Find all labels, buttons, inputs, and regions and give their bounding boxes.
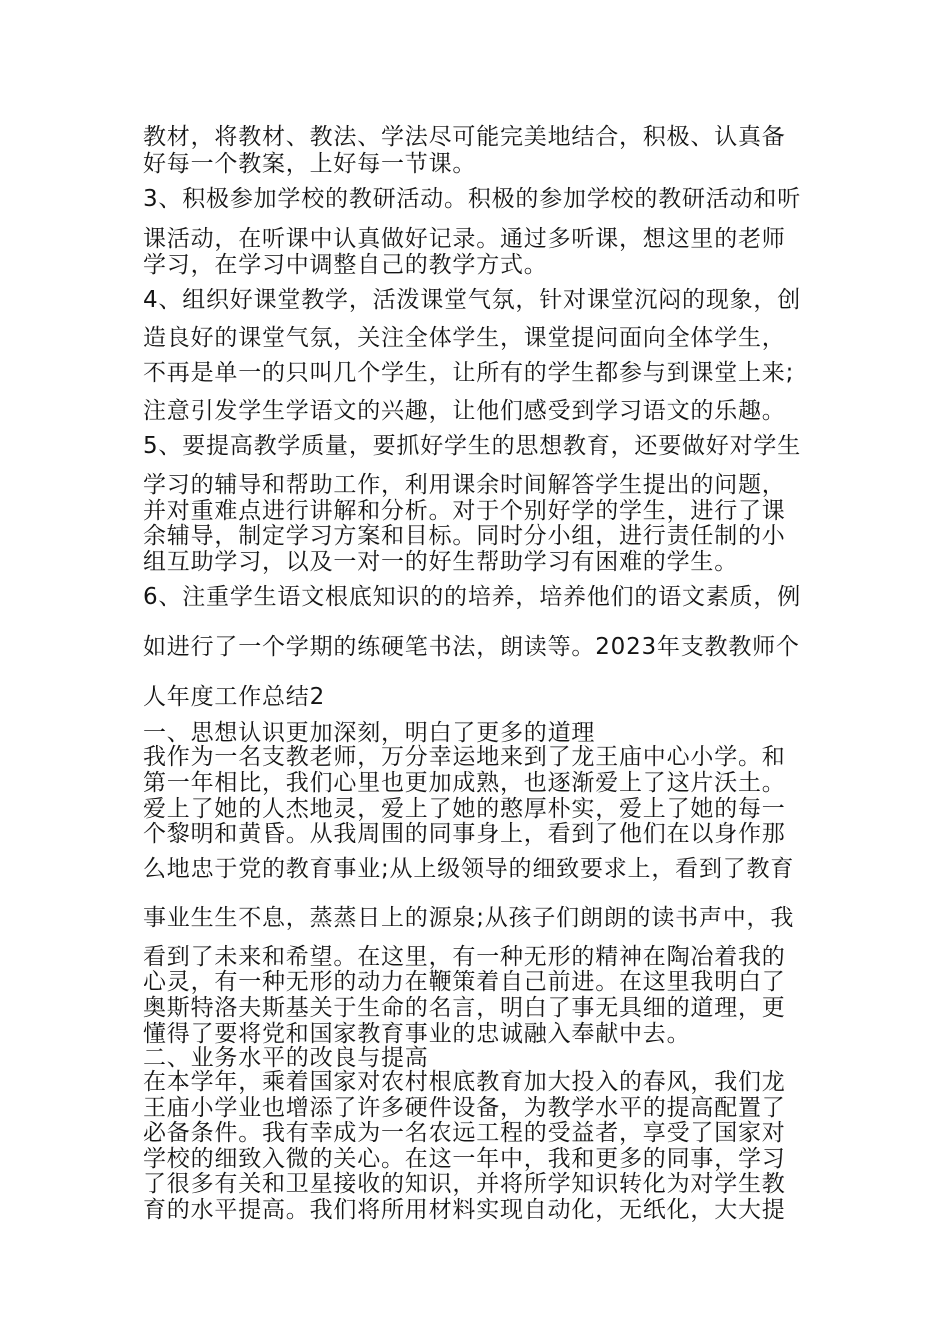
- text-line: 4、组织好课堂教学，活泼课堂气氛，针对课堂沉闷的现象，创: [143, 287, 802, 313]
- text-line: 课活动，在听课中认真做好记录。通过多听课，想这里的老师: [143, 226, 786, 252]
- text-line: 6、注重学生语文根底知识的的培养，培养他们的语文素质，例: [143, 584, 802, 610]
- text-line: 5、要提高教学质量，要抓好学生的思想教育，还要做好对学生: [143, 433, 802, 459]
- text-line: 奥斯特洛夫斯基关于生命的名言，明白了事无具细的道理，更: [143, 995, 786, 1021]
- text-line: 爱上了她的人杰地灵，爱上了她的憨厚朴实，爱上了她的每一: [143, 796, 786, 822]
- text-line: 人年度工作总结2: [143, 684, 326, 710]
- text-line: 学习，在学习中调整自己的教学方式。: [143, 252, 548, 278]
- text-line: 不再是单一的只叫几个学生，让所有的学生都参与到课堂上来;: [143, 360, 795, 386]
- text-line: 了很多有关和卫星接收的知识，并将所学知识转化为对学生教: [143, 1171, 786, 1197]
- text-line: 组互助学习，以及一对一的好生帮助学习有困难的学生。: [143, 549, 738, 575]
- text-line: 学校的细致入微的关心。在这一年中，我和更多的同事，学习: [143, 1146, 786, 1172]
- text-line: 第一年相比，我们心里也更加成熟，也逐渐爱上了这片沃土。: [143, 770, 786, 796]
- text-line: 么地忠于党的教育事业;从上级领导的细致要求上，看到了教育: [143, 856, 795, 882]
- text-line: 学习的辅导和帮助工作，利用课余时间解答学生提出的问题，: [143, 472, 786, 498]
- text-line: 如进行了一个学期的练硬笔书法，朗读等。2023年支教教师个: [143, 634, 800, 660]
- text-line: 事业生生不息，蒸蒸日上的源泉;从孩子们朗朗的读书声中，我: [143, 905, 795, 931]
- text-line: 个黎明和黄昏。从我周围的同事身上，看到了他们在以身作那: [143, 821, 786, 847]
- text-line: 必备条件。我有幸成为一名农远工程的受益者，享受了国家对: [143, 1120, 786, 1146]
- text-line: 好每一个教案，上好每一节课。: [143, 151, 477, 177]
- section-heading: 一、思想认识更加深刻，明白了更多的道理: [143, 720, 596, 746]
- text-line: 造良好的课堂气氛，关注全体学生，课堂提问面向全体学生，: [143, 325, 786, 351]
- text-line: 心灵，有一种无形的动力在鞭策着自己前进。在这里我明白了: [143, 969, 786, 995]
- text-line: 我作为一名支教老师，万分幸运地来到了龙王庙中心小学。和: [143, 744, 786, 770]
- text-line: 并对重难点进行讲解和分析。对于个别好学的学生，进行了课: [143, 498, 786, 524]
- text-line: 育的水平提高。我们将所用材料实现自动化，无纸化，大大提: [143, 1197, 786, 1223]
- text-line: 看到了未来和希望。在这里，有一种无形的精神在陶冶着我的: [143, 944, 786, 970]
- text-line: 王庙小学业也增添了许多硬件设备，为教学水平的提高配置了: [143, 1095, 786, 1121]
- text-line: 注意引发学生学语文的兴趣，让他们感受到学习语文的乐趣。: [143, 398, 786, 424]
- text-line: 余辅导，制定学习方案和目标。同时分小组，进行责任制的小: [143, 523, 786, 549]
- text-line: 在本学年，乘着国家对农村根底教育加大投入的春风，我们龙: [143, 1069, 786, 1095]
- text-line: 懂得了要将党和国家教育事业的忠诚融入奉献中去。: [143, 1021, 691, 1047]
- text-line: 教材，将教材、教法、学法尽可能完美地结合，积极、认真备: [143, 124, 786, 150]
- section-heading: 二、业务水平的改良与提高: [143, 1045, 429, 1071]
- text-line: 3、积极参加学校的教研活动。积极的参加学校的教研活动和听: [143, 186, 802, 212]
